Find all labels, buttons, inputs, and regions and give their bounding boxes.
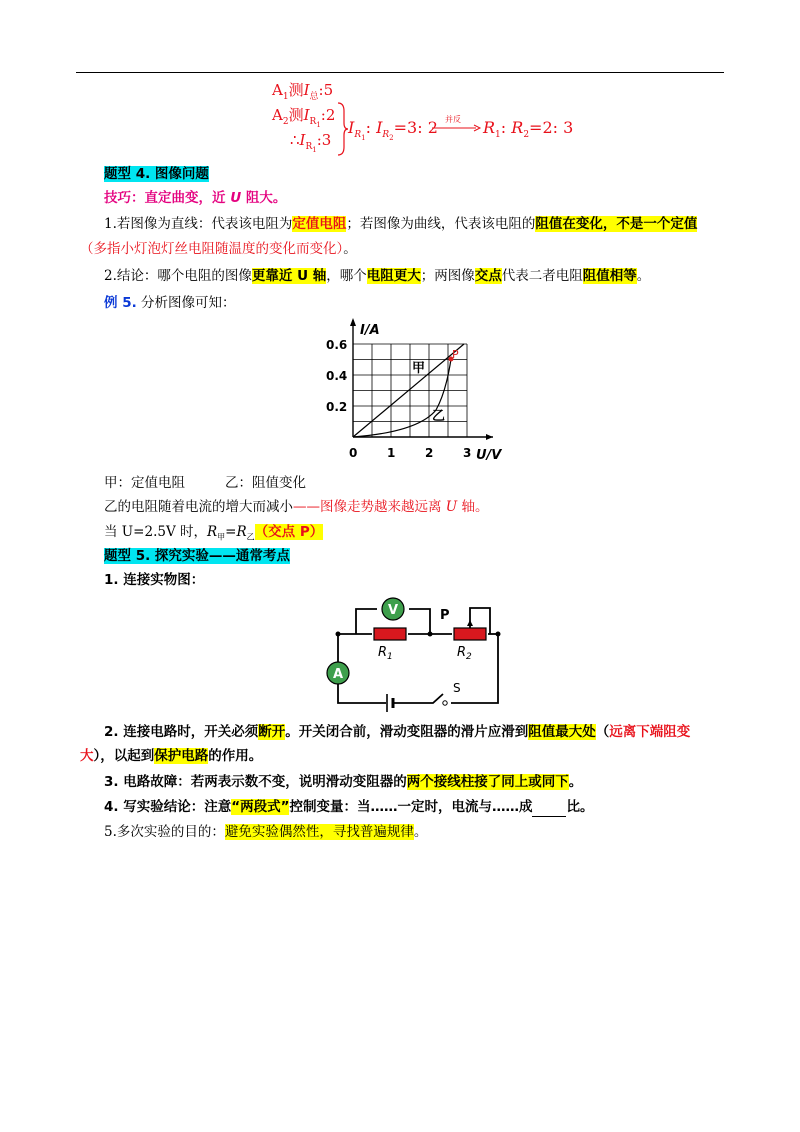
ratio-r1: R [354, 130, 362, 141]
header-rule [76, 72, 724, 73]
i-axis-arrow-icon [350, 318, 356, 326]
u-axis-label: U/V [476, 448, 502, 463]
a1-value: :5 [318, 81, 334, 99]
a3-current: I [299, 131, 306, 149]
answer-line-3 [104, 520, 323, 543]
ans1-yi: 乙：阻值变化 [225, 475, 306, 491]
tip-tail: 阻大。 [241, 190, 287, 206]
x-tick-1: 1 [387, 446, 396, 460]
paragraph-2 [104, 267, 650, 285]
ans2-text-red: ——图像走势越来越远离 [293, 499, 446, 515]
slider-arrow-icon [467, 620, 473, 626]
a2-ammeter: A [272, 106, 283, 124]
a1-measure: 测 [288, 81, 304, 99]
p2-highlight-equal: 阻值相等 [582, 268, 637, 284]
answer-line-1 [104, 471, 306, 491]
p1-text-end: 。 [343, 241, 357, 257]
ans2-u: U [445, 499, 458, 515]
formula-line-a3 [290, 131, 331, 154]
example-line [104, 294, 236, 312]
p1-highlight-fixed-resistor: 定值电阻 [292, 216, 347, 232]
a2-current: I [303, 106, 310, 124]
ans1-jia: 甲：定值电阻 [104, 475, 185, 491]
item4-highlight: “两段式” [231, 799, 290, 815]
current-ratio [348, 118, 438, 142]
item2-text-e: 的作用。 [208, 748, 263, 764]
ratio-colon: : [365, 118, 371, 137]
a3-current-sub: R [305, 142, 313, 152]
a2-sub: 2 [282, 117, 289, 127]
switch-contact [443, 701, 447, 705]
p2-text-e: 。 [636, 268, 651, 284]
y-tick-0.2: 0.2 [326, 400, 348, 414]
ans2-text-a: 乙的电阻随着电流的增大而减小 [104, 499, 293, 515]
y-tick-0.4: 0.4 [326, 369, 348, 383]
section5-item5 [104, 823, 427, 841]
therefore-symbol: ∴ [290, 131, 300, 149]
p1-highlight-varying: 阻值在变化，不是一个定值 [535, 216, 698, 232]
arrow-label: 并反 [445, 115, 461, 124]
resistor-r1 [374, 628, 406, 640]
y-tick-0.6: 0.6 [326, 338, 348, 352]
example-text: 分析图像可知： [136, 295, 236, 311]
res-sub2: 2 [523, 130, 530, 141]
paragraph-1-cont [80, 240, 357, 258]
item3-text-b: 。 [568, 774, 583, 790]
iu-graph [318, 312, 508, 464]
item2-text-red2: 大 [80, 748, 94, 764]
a3-current-subsub: 1 [312, 145, 317, 154]
section4-title-text: 题型 4. 图像问题 [104, 166, 209, 182]
item2-text-a: 2. 连接电路时，开关必须 [104, 724, 259, 740]
answer-line-2 [104, 495, 488, 515]
res-r1: R [483, 118, 496, 137]
section5-item2 [104, 723, 690, 741]
ans3-sub2: 乙 [246, 532, 255, 542]
ans3-r2: R [236, 524, 247, 540]
p2-text-d: 代表二者电阻 [501, 268, 583, 284]
item2-text-red: 远离下端阻变 [609, 724, 691, 740]
res-r2: R [511, 118, 524, 137]
x-tick-0: 0 [349, 446, 358, 460]
ans3-eq: = [225, 524, 237, 540]
ratio-i2: I [376, 118, 383, 137]
a2-measure: 测 [288, 106, 304, 124]
ratio-r2: R [382, 130, 390, 141]
p1-text-a: 1.若图像为直线：代表该电阻为 [104, 216, 293, 232]
rheostat-r2 [454, 628, 486, 640]
p1-text-b: ；若图像为曲线，代表该电阻的 [346, 216, 536, 232]
item2-text-d: ），以起到 [93, 748, 155, 764]
p2-highlight-larger: 电阻更大 [366, 268, 421, 284]
section4-title [104, 165, 209, 183]
a2-current-sub: R [309, 117, 317, 127]
ratio-sub1: 1 [361, 133, 366, 142]
slider-label: P [440, 608, 450, 623]
section5-title-text: 题型 5. 探究实验——通常考点 [104, 548, 290, 564]
a3-value: :3 [316, 131, 332, 149]
item4-text-a: 4. 写实验结论：注意 [104, 799, 232, 815]
a1-ammeter: A [272, 81, 283, 99]
item4-text-b: 控制变量：当……一定时，电流与……成 [289, 799, 533, 815]
r2-sub: 2 [466, 652, 472, 662]
res-value: =2: 3 [529, 118, 574, 137]
item2-highlight-protect: 保护电路 [154, 748, 209, 764]
label-jia: 甲 [412, 361, 426, 376]
item5-text-a: 5.多次实验的目的： [104, 824, 225, 840]
ratio-i1: I [348, 118, 355, 137]
item4-text-c: 比。 [566, 799, 594, 815]
voltmeter-label: V [388, 603, 399, 618]
a1-current-sub: 总 [309, 92, 319, 102]
formula-line-a1 [272, 79, 333, 102]
label-p: P [452, 348, 459, 361]
tip-u: U [230, 190, 242, 206]
ans3-highlight: （交点 P） [254, 524, 324, 540]
ans2-text-end: 轴。 [457, 499, 489, 515]
tip-label: 技巧：直定曲变，近 [104, 190, 231, 206]
p2-text-c: ；两图像 [420, 268, 475, 284]
item5-highlight: 避免实验偶然性，寻找普遍规律 [224, 824, 414, 840]
item3-text-a: 3. 电路故障：若两表示数不变，说明滑动变阻器的 [104, 774, 407, 790]
r1-sub: 1 [387, 652, 393, 662]
ans3-text-a: 当 U=2.5V 时， [104, 524, 207, 540]
tip-line [104, 189, 286, 207]
item3-highlight: 两个接线柱接了同上或同下 [406, 774, 569, 790]
p2-text-b: ，哪个 [326, 268, 367, 284]
u-axis-arrow-icon [486, 434, 493, 440]
section5-item3 [104, 773, 582, 791]
item5-text-b: 。 [413, 824, 428, 840]
label-yi: 乙 [432, 409, 446, 424]
r1-letter: R [378, 645, 388, 660]
x-tick-3: 3 [463, 446, 472, 460]
node-left [336, 632, 341, 637]
a1-current: I [303, 81, 310, 99]
resistance-ratio [483, 118, 573, 140]
ans3-r1: R [207, 524, 218, 540]
circuit-wires [338, 608, 498, 703]
node-right [496, 632, 501, 637]
item2-text-b: 。开关闭合前，滑动变阻器的滑片应滑到 [285, 724, 529, 740]
item2-highlight-max: 阻值最大处 [528, 724, 596, 740]
section5-title [104, 547, 290, 565]
r2-letter: R [457, 645, 467, 660]
a2-value: :2 [320, 106, 336, 124]
example-label: 例 5. [104, 295, 137, 311]
ratio-sub2: 2 [389, 133, 394, 142]
item2-text-c: （ [595, 724, 610, 740]
formula-line-a2 [272, 104, 335, 129]
p2-text-a: 2.结论：哪个电阻的图像 [104, 268, 252, 284]
p2-highlight-intersection: 交点 [474, 268, 502, 284]
item2-highlight-open: 断开 [258, 724, 286, 740]
res-colon: : [500, 118, 507, 137]
section5-item2-cont [80, 747, 262, 765]
node-mid [428, 632, 433, 637]
r2-label [457, 645, 472, 662]
item4-blank [532, 798, 566, 817]
circuit-diagram [318, 590, 508, 712]
i-axis-label: I/A [360, 323, 380, 338]
p2-highlight-u-axis: 更靠近 U 轴 [251, 268, 327, 284]
ans3-sub1: 甲 [217, 532, 226, 542]
switch-label: S [453, 681, 461, 695]
section5-item1: 1. 连接实物图： [104, 572, 205, 588]
section5-item4 [104, 798, 593, 817]
ammeter-label: A [333, 667, 344, 682]
a1-sub: 1 [282, 92, 289, 102]
right-arrow-icon [432, 124, 482, 132]
res-sub1: 1 [495, 130, 501, 141]
paragraph-1 [104, 215, 697, 233]
a2-current-subsub: 1 [316, 120, 321, 129]
ratio-value: =3: 2 [393, 118, 438, 137]
x-tick-2: 2 [425, 446, 434, 460]
r1-label [378, 645, 393, 662]
p1-text-red: （多指小灯泡灯丝电阻随温度的变化而变化） [80, 241, 344, 257]
